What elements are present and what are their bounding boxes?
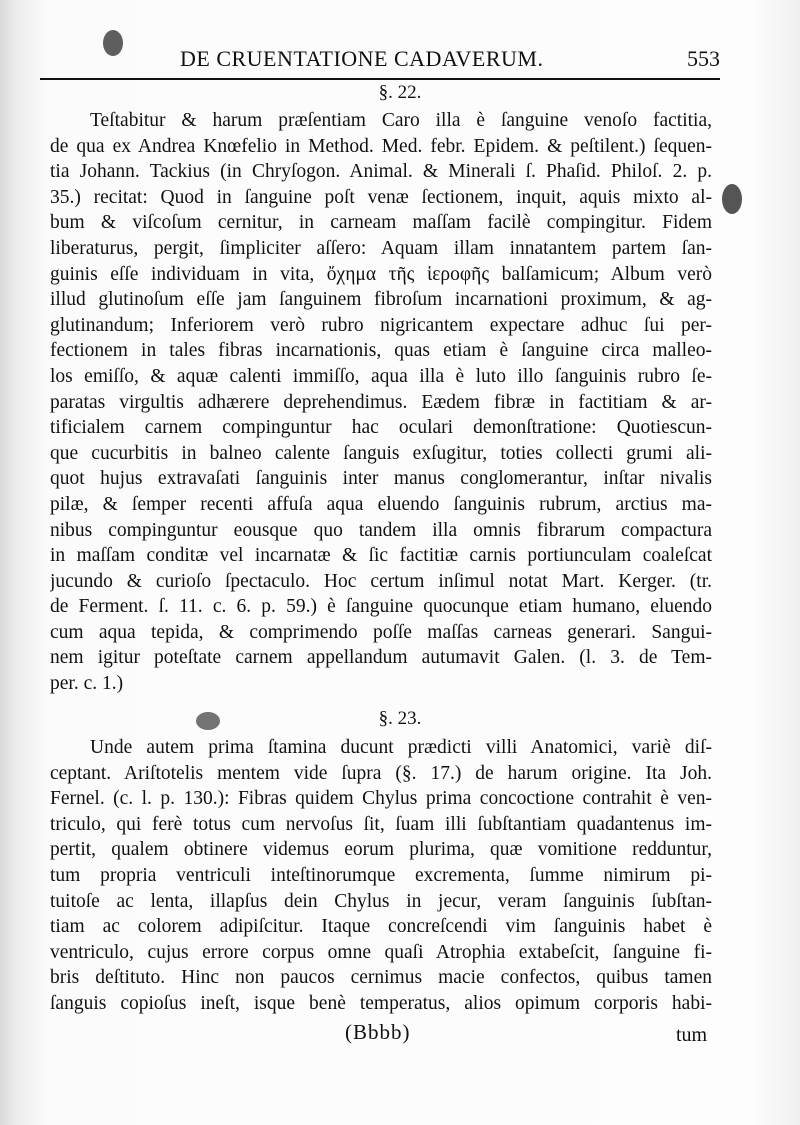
signature-mark: (Bbbb) — [345, 1020, 411, 1044]
section-23-text — [50, 735, 712, 1017]
text-line: tum propria ventriculi inteſtinorumque excrementa, ſumme nimirum pi- — [50, 864, 712, 886]
text-line: bum & viſcoſum cernitur, in carneam maſſam facilè compingitur. Fidem — [50, 212, 712, 234]
text-line: per. c. 1.) — [50, 673, 124, 695]
text-line: los emiſſo, & aquæ calenti immiſſo, aqua illa è luto illo ſanguinis rubro ſe- — [50, 365, 712, 387]
header-rule — [40, 78, 720, 80]
text-line: paratas virgultis adhærere deprehendimus. Eædem fibræ in factitiam & ar- — [50, 391, 712, 413]
text-line: Fernel. (c. l. p. 130.): Fibras quidem Chylus prima concoctione contrahit è ven- — [50, 788, 712, 810]
text-line: tuitoſe ac lenta, illapſus dein Chylus in jecur, veram ſanguinis ſubſtan- — [50, 890, 712, 912]
text-line: fectionem in tales fibras incarnationis, quas etiam è ſanguine circa malleo- — [50, 340, 712, 362]
text-line: bris deſtituto. Hinc non paucos cernimus macie confectos, quibus tamen — [50, 967, 712, 989]
text-line: tiam ac colorem adipiſcitur. Itaque concreſcendi vim ſanguinis habet è — [50, 916, 712, 938]
section-22-heading: §. 22. — [378, 82, 422, 103]
text-line: ceptant. Ariſtotelis mentem vide ſupra (§. 17.) de harum origine. Ita Joh. — [50, 762, 712, 784]
text-line: in maſſam conditæ vel incarnatæ & ſic factitiæ carnis portiunculam coaleſcat — [50, 545, 712, 567]
text-line: illud glutinoſum eſſe jam ſanguinem fibroſum incarnationi proximum, & ag- — [50, 289, 712, 311]
text-line: pertit, qualem obtinere videmus eorum plurima, quæ vomitione redduntur, — [50, 839, 712, 861]
text-line: que cucurbitis in balneo calente ſanguis exſugitur, toties collecti grumi ali- — [50, 442, 712, 464]
text-line: 35.) recitat: Quod in ſanguine poſt venæ ſectionem, inquit, aquis mixto al- — [50, 186, 712, 208]
ink-blot-right-margin — [722, 184, 742, 214]
text-line: guinis eſſe individuam in vita, ὄχημα τῆς ἱεροφῆς balſamicum; Album verò — [50, 263, 712, 285]
running-title: DE CRUENTATIONE CADAVERUM. — [180, 46, 544, 71]
text-line: tia Johann. Tackius (in Chryſogon. Animal. & Minerali ſ. Phaſid. Philoſ. 2. p. — [50, 161, 712, 183]
page-number: 553 — [687, 46, 720, 71]
section-23-heading: §. 23. — [378, 708, 422, 729]
text-line: tificialem carnem compinguntur hac oculari demonſtratione: Quotiescun- — [50, 417, 712, 439]
text-line: glutinandum; Inferiorem verò rubro nigricantem expectare adhuc ſui per- — [50, 314, 712, 336]
page-header — [40, 42, 720, 82]
text-line: ſanguis copioſus ineſt, isque benè temperatus, alios opimum corporis habi- — [50, 992, 712, 1014]
text-line: jucundo & curioſo ſpectaculo. Hoc certum inſimul notat Mart. Kerger. (tr. — [50, 570, 712, 592]
section-22-text — [50, 108, 712, 697]
text-line: nibus compinguntur eousque quo tandem illa omnis fibrarum compactura — [50, 519, 712, 541]
catchword: tum — [676, 1024, 708, 1046]
text-line: ventriculo, cujus errore corpus omne quaſi Atrophia extabeſcit, ſanguine fi- — [50, 941, 712, 963]
text-line: quot hujus extravaſati ſanguinis inter manus conglomerantur, inſtar nivalis — [50, 468, 712, 490]
text-line: Unde autem prima ſtamina ducunt prædicti villi Anatomici, variè diſ- — [90, 737, 712, 758]
text-line: liberaturus, pergit, ſimpliciter aſſero: Aquam illam innatantem partem ſan- — [50, 237, 712, 259]
text-line: nem igitur poteſtate carnem appellandum autumavit Galen. (l. 3. de Tem- — [50, 647, 712, 669]
text-line: triculo, qui ferè totus cum nervoſus ſit, ſuam illi ſubſtantiam quadantenus im- — [50, 813, 712, 835]
text-line: Teſtabitur & harum præſentiam Caro illa è ſanguine venoſo factitia, — [90, 110, 712, 131]
text-line: de Ferment. ſ. 11. c. 6. p. 59.) è ſanguine quocunque etiam humano, eluendo — [50, 596, 712, 618]
text-line: cum aqua tepida, & comprimendo poſſe maſſas carneas generari. Sangui- — [50, 621, 712, 643]
text-line: de qua ex Andrea Knœfelio in Method. Med. febr. Epidem. & peſtilent.) ſequen- — [50, 135, 712, 157]
text-line: pilæ, & ſemper recenti affuſa aqua eluendo ſanguinis rubrum, arctius ma- — [50, 493, 712, 515]
